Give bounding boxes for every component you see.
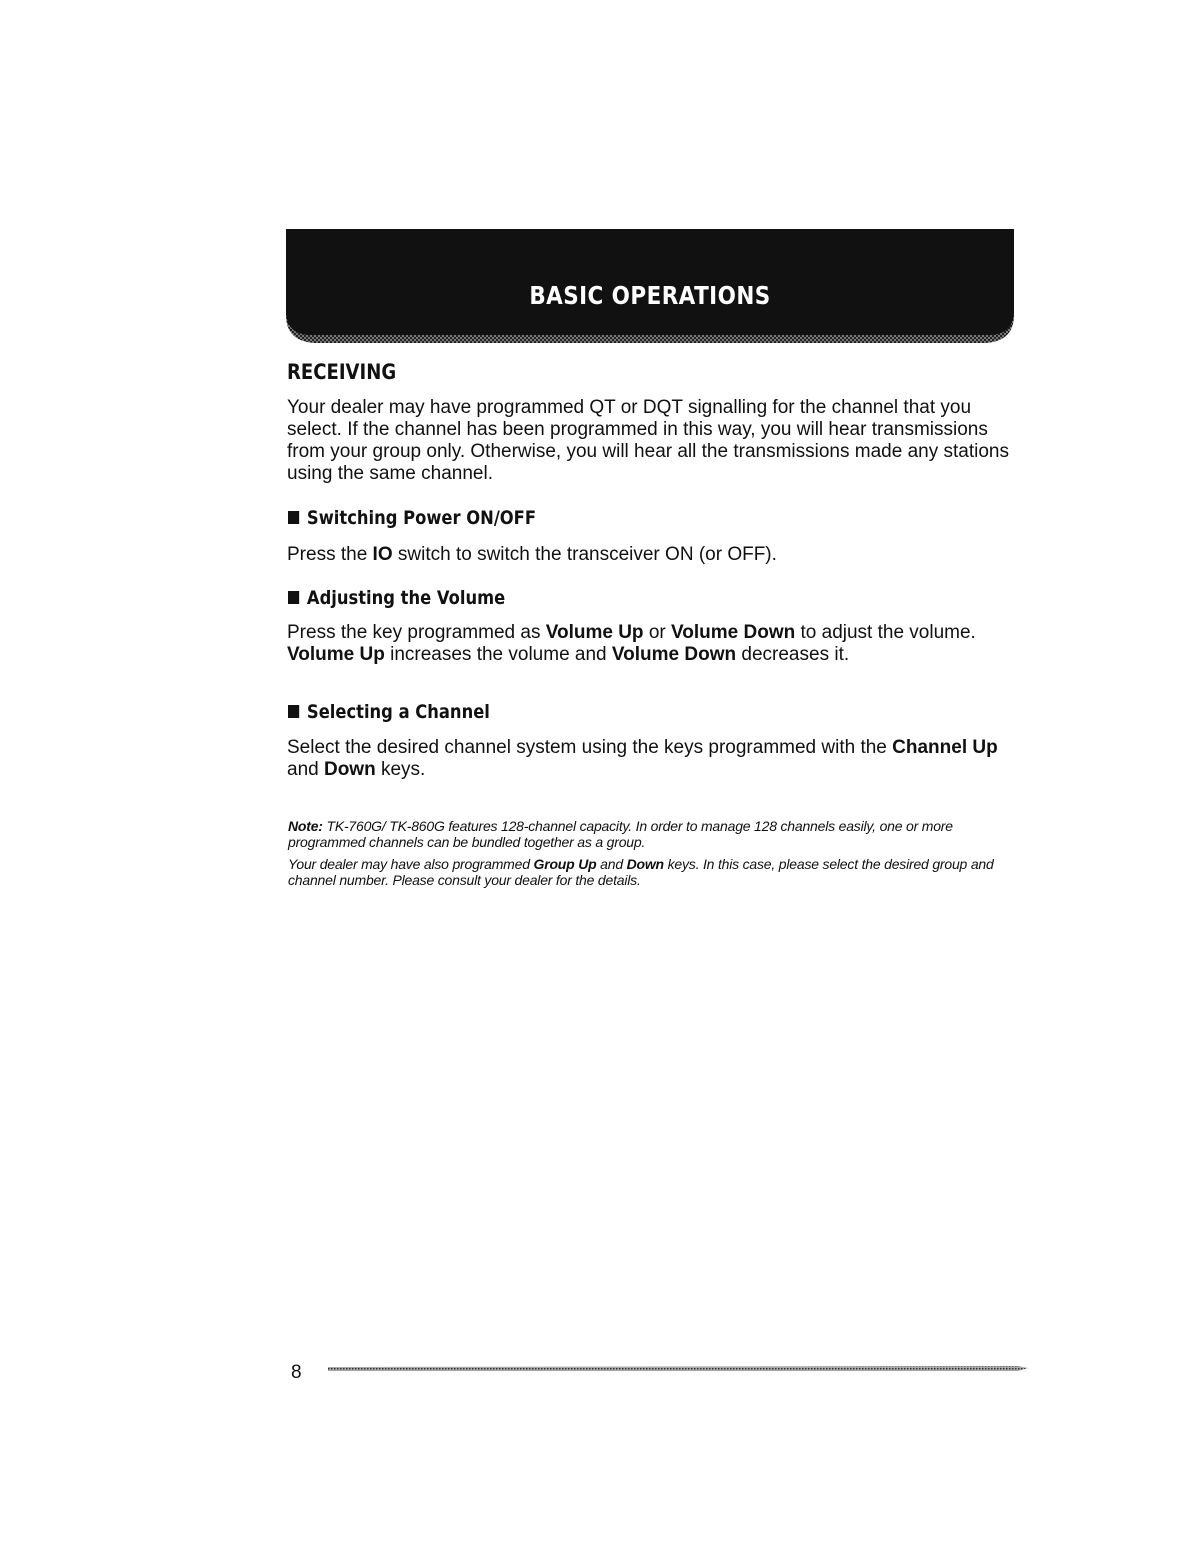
volume-text: or (643, 622, 671, 643)
footer-rule (328, 1365, 1028, 1373)
volume-key: Volume Up (545, 622, 644, 643)
channel-key: Down (323, 759, 376, 780)
volume-key: Volume Up (287, 644, 385, 665)
volume-heading (288, 587, 505, 609)
channel-text: keys. (375, 759, 426, 780)
power-text: Press the (287, 544, 373, 565)
bullet-square-icon (288, 591, 299, 604)
power-heading (288, 507, 536, 529)
note-text: keys. In this case, please select the desired group and channel number. Please consult your dealer for the details. (288, 856, 994, 888)
note-paragraph (288, 818, 1028, 850)
note-text: and (596, 856, 627, 872)
section-banner (286, 229, 1014, 343)
channel-text: Select the desired channel system using the keys programmed with the (287, 737, 893, 758)
power-paragraph (287, 544, 1027, 566)
volume-key: Volume Down (611, 644, 737, 665)
channel-heading (288, 701, 490, 723)
section-heading: RECEIVING (287, 360, 397, 384)
power-heading-text: Switching Power ON/OFF (306, 507, 537, 529)
volume-paragraph (287, 622, 1027, 666)
power-text: switch to switch the transceiver ON (or OFF). (392, 544, 777, 565)
channel-key: Channel Up (892, 737, 998, 758)
channel-text: and (287, 759, 324, 780)
bullet-square-icon (288, 511, 299, 524)
volume-text: to adjust the volume. (795, 622, 976, 643)
volume-text: decreases it. (736, 644, 850, 665)
note-label: Note: (288, 818, 323, 834)
note-text: TK-760G/ TK-860G features 128-channel capacity. In order to manage 128 channels easily, one or more programmed channels can be bundled together as a group. (288, 818, 953, 850)
note-key: Down (626, 856, 664, 872)
intro-paragraph: Your dealer may have programmed QT or DQT signalling for the channel that you select. If the channel has been programmed in this way, you will hear transmissions from your group only. Otherwise, you will hear all the transmissions made any stations using the same channel. (287, 397, 1009, 484)
volume-key: Volume Down (671, 622, 796, 643)
channel-heading-text: Selecting a Channel (306, 701, 490, 723)
volume-text: increases the volume and (384, 644, 612, 665)
volume-heading-text: Adjusting the Volume (306, 587, 506, 609)
page-title: BASIC OPERATIONS (529, 281, 771, 310)
note-paragraph-2 (288, 856, 1028, 888)
note-text: Your dealer may have also programmed (288, 856, 534, 872)
bullet-square-icon (288, 705, 299, 718)
page-number: 8 (291, 1362, 302, 1383)
note-key: Group Up (533, 856, 597, 872)
power-key: IO (372, 544, 393, 565)
channel-paragraph (287, 737, 1027, 781)
volume-text: Press the key programmed as (287, 622, 546, 643)
